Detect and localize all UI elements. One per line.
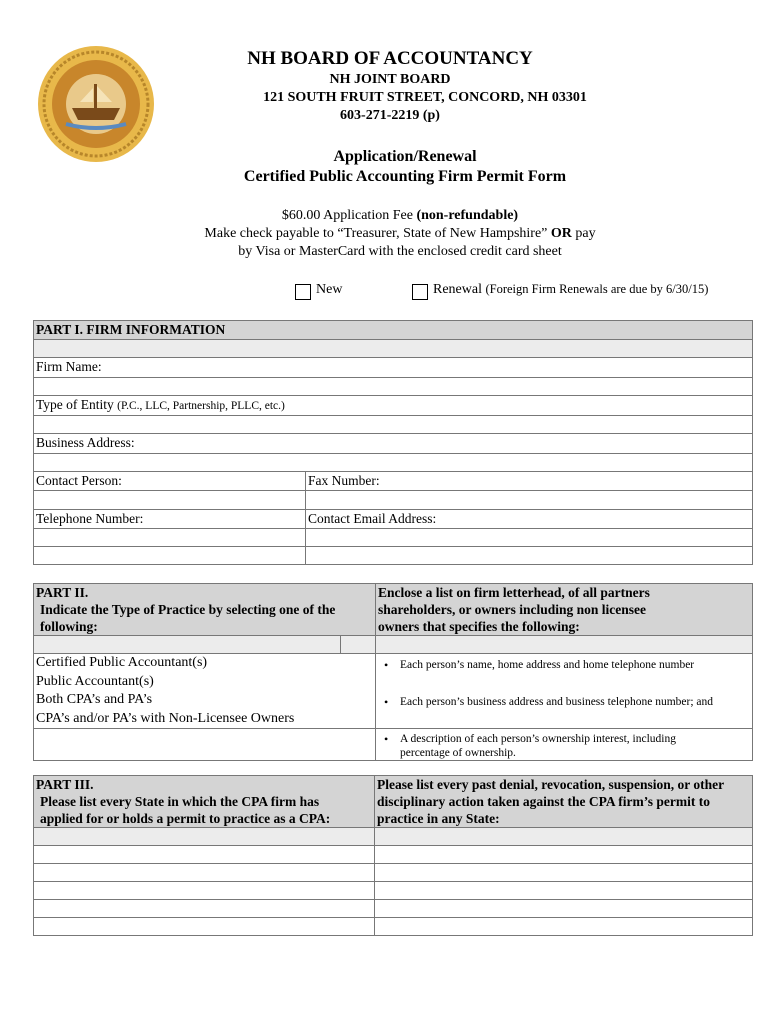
bullet-3-cell — [376, 729, 753, 761]
part2-heading: PART II. Indicate the Type of Practice by selecting one of the following: — [34, 584, 376, 636]
contact-person-field[interactable] — [34, 491, 306, 510]
practice-nonlicensee[interactable]: CPA’s and/or PA’s with Non-Licensee Owners — [36, 710, 295, 726]
part3-table — [33, 775, 753, 936]
state-field-1[interactable] — [34, 846, 375, 864]
part3-left-heading: PART III. Please list every State in which the CPA firm has applied for or holds a permit to practice as a CPA: — [34, 776, 375, 828]
practice-extra-field[interactable] — [34, 729, 376, 761]
action-field-3[interactable] — [375, 882, 753, 900]
fee-line: $60.00 Application Fee (non-refundable) — [281, 208, 519, 223]
bullet-3: • A description of each person’s ownership interest, including percentage of ownership. — [378, 732, 750, 760]
state-seal-icon — [36, 44, 156, 164]
fax-number-field[interactable] — [306, 491, 753, 510]
practice-type-list — [34, 654, 376, 729]
part3-right-heading: Please list every past denial, revocation, suspension, or other disciplinary action taken against the CPA firm’s permit to practice in any State: — [375, 776, 753, 828]
state-field-3[interactable] — [34, 882, 375, 900]
entity-type-label: Type of Entity (P.C., LLC, Partnership, PLLC, etc.) — [34, 396, 753, 416]
board-title: NH BOARD OF ACCOUNTANCY — [247, 48, 533, 69]
form-title-1: Application/Renewal — [333, 148, 477, 165]
state-field-2[interactable] — [34, 864, 375, 882]
practice-both[interactable]: Both CPA’s and PA’s — [36, 692, 153, 707]
action-field-1[interactable] — [375, 846, 753, 864]
bullet-2: • Each person’s business address and business telephone number; and — [378, 695, 750, 709]
firm-name-label: Firm Name: — [34, 358, 753, 378]
new-label: New — [316, 282, 343, 297]
email-field[interactable] — [306, 529, 753, 547]
action-field-5[interactable] — [375, 918, 753, 936]
board-address: 121 SOUTH FRUIT STREET, CONCORD, NH 03301 — [263, 90, 587, 105]
entity-type-field[interactable] — [34, 416, 753, 434]
state-field-4[interactable] — [34, 900, 375, 918]
renewal-checkbox[interactable] — [412, 284, 428, 300]
bullet-list — [376, 654, 753, 729]
new-checkbox[interactable] — [295, 284, 311, 300]
renewal-label: Renewal (Foreign Firm Renewals are due by 6/30/15) — [433, 282, 709, 297]
bullet-1: • Each person’s name, home address and home telephone number — [378, 658, 750, 672]
email-label: Contact Email Address: — [306, 510, 753, 529]
telephone-field[interactable] — [34, 529, 306, 547]
telephone-field-2[interactable] — [34, 547, 306, 565]
email-field-2[interactable] — [306, 547, 753, 565]
visa-line: by Visa or MasterCard with the enclosed credit card sheet — [238, 244, 562, 259]
form-title-2: Certified Public Accounting Firm Permit Form — [243, 168, 567, 185]
board-phone: 603-271-2219 (p) — [340, 108, 440, 123]
state-field-5[interactable] — [34, 918, 375, 936]
part2-right-heading: Enclose a list on firm letterhead, of all partners shareholders, or owners including non licensee owners that specifies the following: — [376, 584, 753, 636]
action-field-4[interactable] — [375, 900, 753, 918]
part2-table — [33, 583, 753, 761]
contact-person-label: Contact Person: — [34, 472, 306, 491]
joint-board: NH JOINT BOARD — [329, 72, 451, 87]
telephone-label: Telephone Number: — [34, 510, 306, 529]
business-address-label: Business Address: — [34, 434, 753, 454]
fax-number-label: Fax Number: — [306, 472, 753, 491]
payable-line: Make check payable to “Treasurer, State of New Hampshire” OR pay — [204, 226, 596, 241]
action-field-2[interactable] — [375, 864, 753, 882]
part1-table — [33, 320, 753, 565]
practice-pa[interactable]: Public Accountant(s) — [36, 673, 154, 689]
part1-heading: PART I. FIRM INFORMATION — [34, 321, 753, 340]
firm-name-field[interactable] — [34, 378, 753, 396]
business-address-field[interactable] — [34, 454, 753, 472]
practice-cpa[interactable]: Certified Public Accountant(s) — [36, 655, 208, 670]
